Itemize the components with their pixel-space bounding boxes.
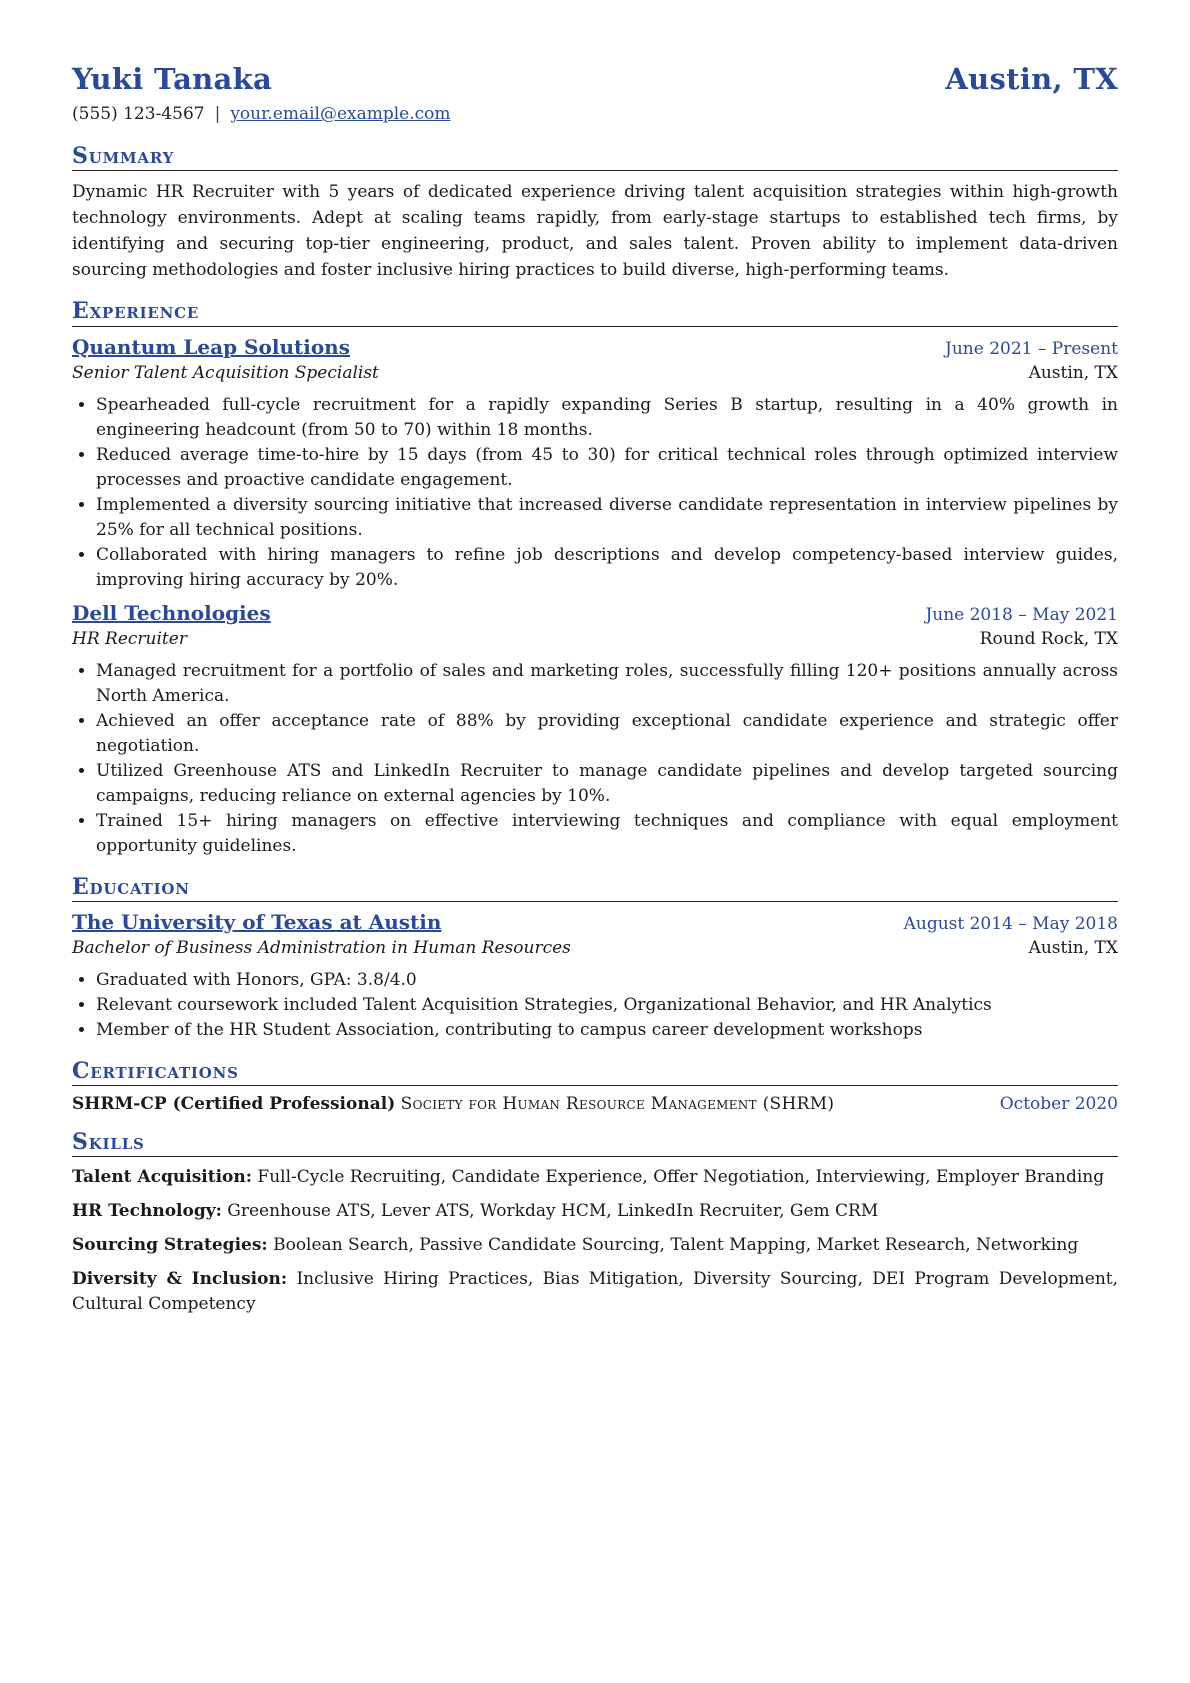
certification-date: October 2020: [999, 1094, 1118, 1115]
bullet-list: [72, 393, 1118, 593]
section-title-summary: Summary: [72, 144, 1118, 171]
certification-name: SHRM-CP (Certified Professional): [72, 1094, 396, 1115]
contact-separator: |: [214, 104, 221, 124]
entry-location: Austin, TX: [1028, 362, 1118, 383]
skill-label: Talent Acquisition:: [72, 1167, 253, 1188]
bullet-item: • Graduated with Honors, GPA: 3.8/4.0: [96, 968, 1118, 993]
skill-row: [72, 1233, 1118, 1258]
entry-subheader: [72, 629, 1118, 649]
skill-value: Full-Cycle Recruiting, Candidate Experience, Offer Negotiation, Interviewing, Employer Branding: [257, 1167, 1105, 1188]
entry-header: [72, 335, 1118, 359]
bullet-item: • Trained 15+ hiring managers on effective interviewing techniques and compliance with equal employment opportunity guidelines.: [96, 809, 1118, 859]
company-link[interactable]: Quantum Leap Solutions: [72, 334, 350, 359]
skill-value: Inclusive Hiring Practices, Bias Mitigation, Diversity Sourcing, DEI Program Development, Cultural Competency: [72, 1269, 1119, 1315]
section-title-education: Education: [72, 875, 1118, 902]
contact-line: [72, 104, 1118, 124]
experience-entry: [72, 335, 1118, 593]
company-link[interactable]: Dell Technologies: [72, 600, 271, 625]
job-title: HR Recruiter: [72, 628, 187, 649]
entry-dates: June 2021 – Present: [945, 338, 1118, 359]
bullet-item: • Collaborated with hiring managers to refine job descriptions and develop competency-based interview guides, improving hiring accuracy by 20%.: [96, 543, 1118, 593]
entry-location: Round Rock, TX: [979, 628, 1118, 649]
skill-row: [72, 1199, 1118, 1224]
bullet-item: • Achieved an offer acceptance rate of 88% by providing exceptional candidate experience and strategic offer negotiation.: [96, 709, 1118, 759]
header-location: Austin, TX: [945, 62, 1118, 96]
entry-header: [72, 601, 1118, 625]
skill-label: HR Technology:: [72, 1201, 222, 1222]
candidate-name: Yuki Tanaka: [72, 62, 273, 96]
degree-title: Bachelor of Business Administration in Human Resources: [72, 937, 571, 958]
email-link[interactable]: your.email@example.com: [230, 104, 451, 124]
experience-entry: [72, 601, 1118, 859]
skill-value: Boolean Search, Passive Candidate Sourcing, Talent Mapping, Market Research, Networking: [273, 1235, 1079, 1256]
bullet-item: • Implemented a diversity sourcing initiative that increased diverse candidate representation in interview pipelines by 25% for all technical positions.: [96, 493, 1118, 543]
section-title-experience: Experience: [72, 299, 1118, 326]
bullet-item: • Utilized Greenhouse ATS and LinkedIn Recruiter to manage candidate pipelines and develop targeted sourcing campaigns, reducing reliance on external agencies by 10%.: [96, 759, 1118, 809]
skill-row: [72, 1165, 1118, 1190]
bullet-item: • Member of the HR Student Association, contributing to campus career development workshops: [96, 1018, 1118, 1043]
bullet-item: • Relevant coursework included Talent Acquisition Strategies, Organizational Behavior, and HR Analytics: [96, 993, 1118, 1018]
entry-dates: August 2014 – May 2018: [903, 913, 1118, 934]
certification-text: [72, 1094, 834, 1114]
certification-entry: [72, 1094, 1118, 1114]
skill-value: Greenhouse ATS, Lever ATS, Workday HCM, LinkedIn Recruiter, Gem CRM: [227, 1201, 879, 1222]
resume-header: [72, 62, 1118, 96]
entry-location: Austin, TX: [1028, 937, 1118, 958]
section-title-certifications: Certifications: [72, 1059, 1118, 1086]
summary-text: Dynamic HR Recruiter with 5 years of dedicated experience driving talent acquisition strategies within high-growth technology environments. Adept at scaling teams rapidly, from early-stage startups to established tech firms, by identifying and securing top-tier engineering, product, and sales talent. Proven ability to implement data-driven sourcing methodologies and foster inclusive hiring practices to build diverse, high-performing teams.: [72, 182, 1118, 281]
bullet-item: • Reduced average time-to-hire by 15 days (from 45 to 30) for critical technical roles through optimized interview processes and proactive candidate engagement.: [96, 443, 1118, 493]
entry-dates: June 2018 – May 2021: [925, 604, 1118, 625]
entry-header: [72, 910, 1118, 934]
education-entry: [72, 910, 1118, 1043]
certification-org: Society for Human Resource Management (SHRM): [400, 1094, 835, 1115]
bullet-item: • Spearheaded full-cycle recruitment for a rapidly expanding Series B startup, resulting in a 40% growth in engineering headcount (from 50 to 70) within 18 months.: [96, 393, 1118, 443]
school-link[interactable]: The University of Texas at Austin: [72, 909, 442, 934]
skill-row: [72, 1267, 1118, 1317]
phone-number: (555) 123-4567: [72, 104, 205, 124]
skill-label: Diversity & Inclusion:: [72, 1269, 288, 1290]
bullet-list: [72, 659, 1118, 859]
section-title-skills: Skills: [72, 1130, 1118, 1157]
job-title: Senior Talent Acquisition Specialist: [72, 362, 379, 383]
bullet-item: • Managed recruitment for a portfolio of sales and marketing roles, successfully filling 120+ positions annually across North America.: [96, 659, 1118, 709]
entry-subheader: [72, 363, 1118, 383]
bullet-list: [72, 968, 1118, 1043]
skill-label: Sourcing Strategies:: [72, 1235, 268, 1256]
entry-subheader: [72, 938, 1118, 958]
